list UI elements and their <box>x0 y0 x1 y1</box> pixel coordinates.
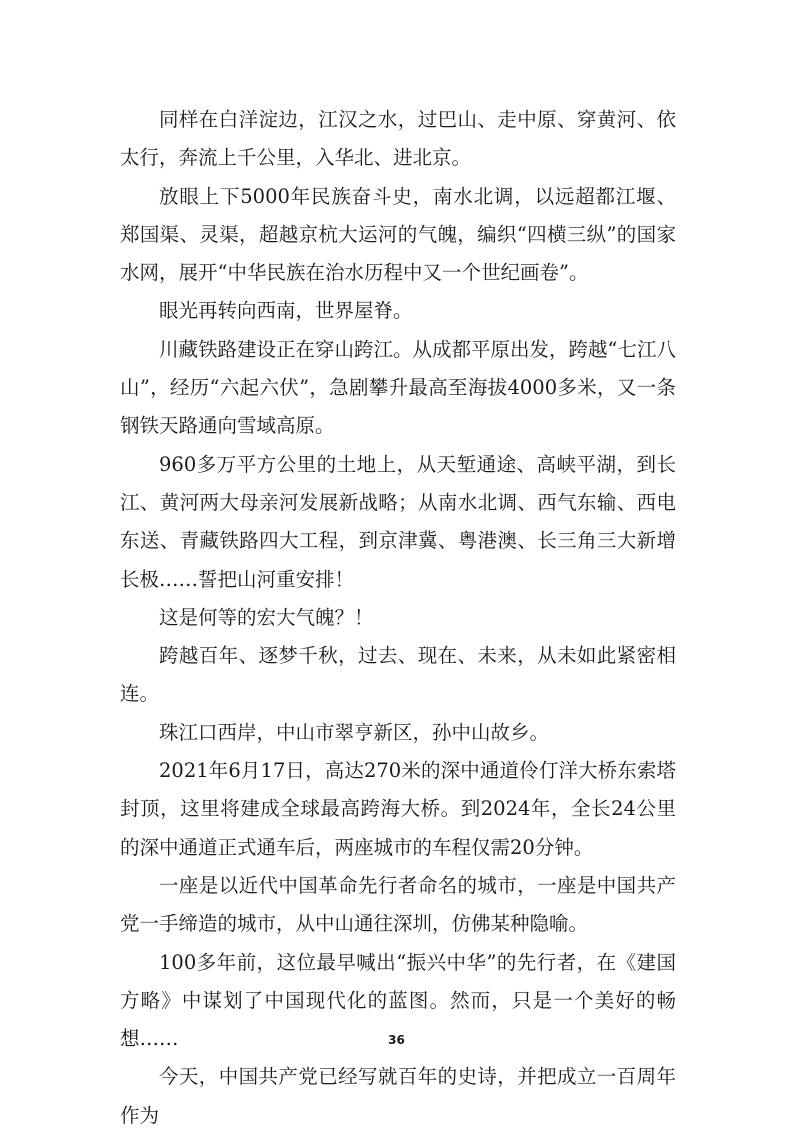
paragraph: 2021年6月17日，高达270米的深中通道伶仃洋大桥东索塔封顶，这里将建成全球最高跨海大桥。到2024年，全长24公里的深中通道正式通车后，两座城市的车程仅需20分钟。 <box>120 759 676 859</box>
paragraph: 这是何等的宏大气魄？！ <box>159 605 374 629</box>
paragraph: 跨越百年、逐梦千秋，过去、现在、未来，从未如此紧密相连。 <box>120 644 676 706</box>
paragraph: 960多万平方公里的土地上，从天堑通途、高峡平湖，到长江、黄河两大母亲河发展新战略；从南水北调、西气东输、西电东送、青藏铁路四大工程，到京津冀、粤港澳、长三角三大新增长极……誓把山河重安排！ <box>120 452 676 591</box>
paragraph: 珠江口西岸，中山市翠亨新区，孙中山故乡。 <box>159 720 550 744</box>
paragraph: 同样在白洋淀边，江汉之水，过巴山、走中原、穿黄河、依太行，奔流上千公里，入华北、进北京。 <box>120 108 676 170</box>
paragraph: 眼光再转向西南，世界屋脊。 <box>159 299 413 323</box>
body-text <box>120 101 676 1135</box>
paragraph: 放眼上下5000年民族奋斗史，南水北调，以远超都江堰、郑国渠、灵渠，超越京杭大运河的气魄，编织“四横三纵”的国家水网，展开“中华民族在治水历程中又一个世纪画卷”。 <box>120 184 676 285</box>
paragraph: 100多年前，这位最早喊出“振兴中华”的先行者，在《建国方略》中谋划了中国现代化的蓝图。然而，只是一个美好的畅想…… <box>120 950 676 1051</box>
paragraph: 今天，中国共产党已经写就百年的史诗，并把成立一百周年作为 <box>120 1065 676 1127</box>
paragraph: 一座是以近代中国革命先行者命名的城市，一座是中国共产党一手缔造的城市，从中山通往深圳，仿佛某种隐喻。 <box>120 873 676 936</box>
paragraph: 川藏铁路建设正在穿山跨江。从成都平原出发，跨越“七江八山”，经历“六起六伏”，急剧攀升最高至海拔4000多米，又一条钢铁天路通向雪域高原。 <box>120 337 676 438</box>
page-number: 36 <box>388 1033 405 1047</box>
